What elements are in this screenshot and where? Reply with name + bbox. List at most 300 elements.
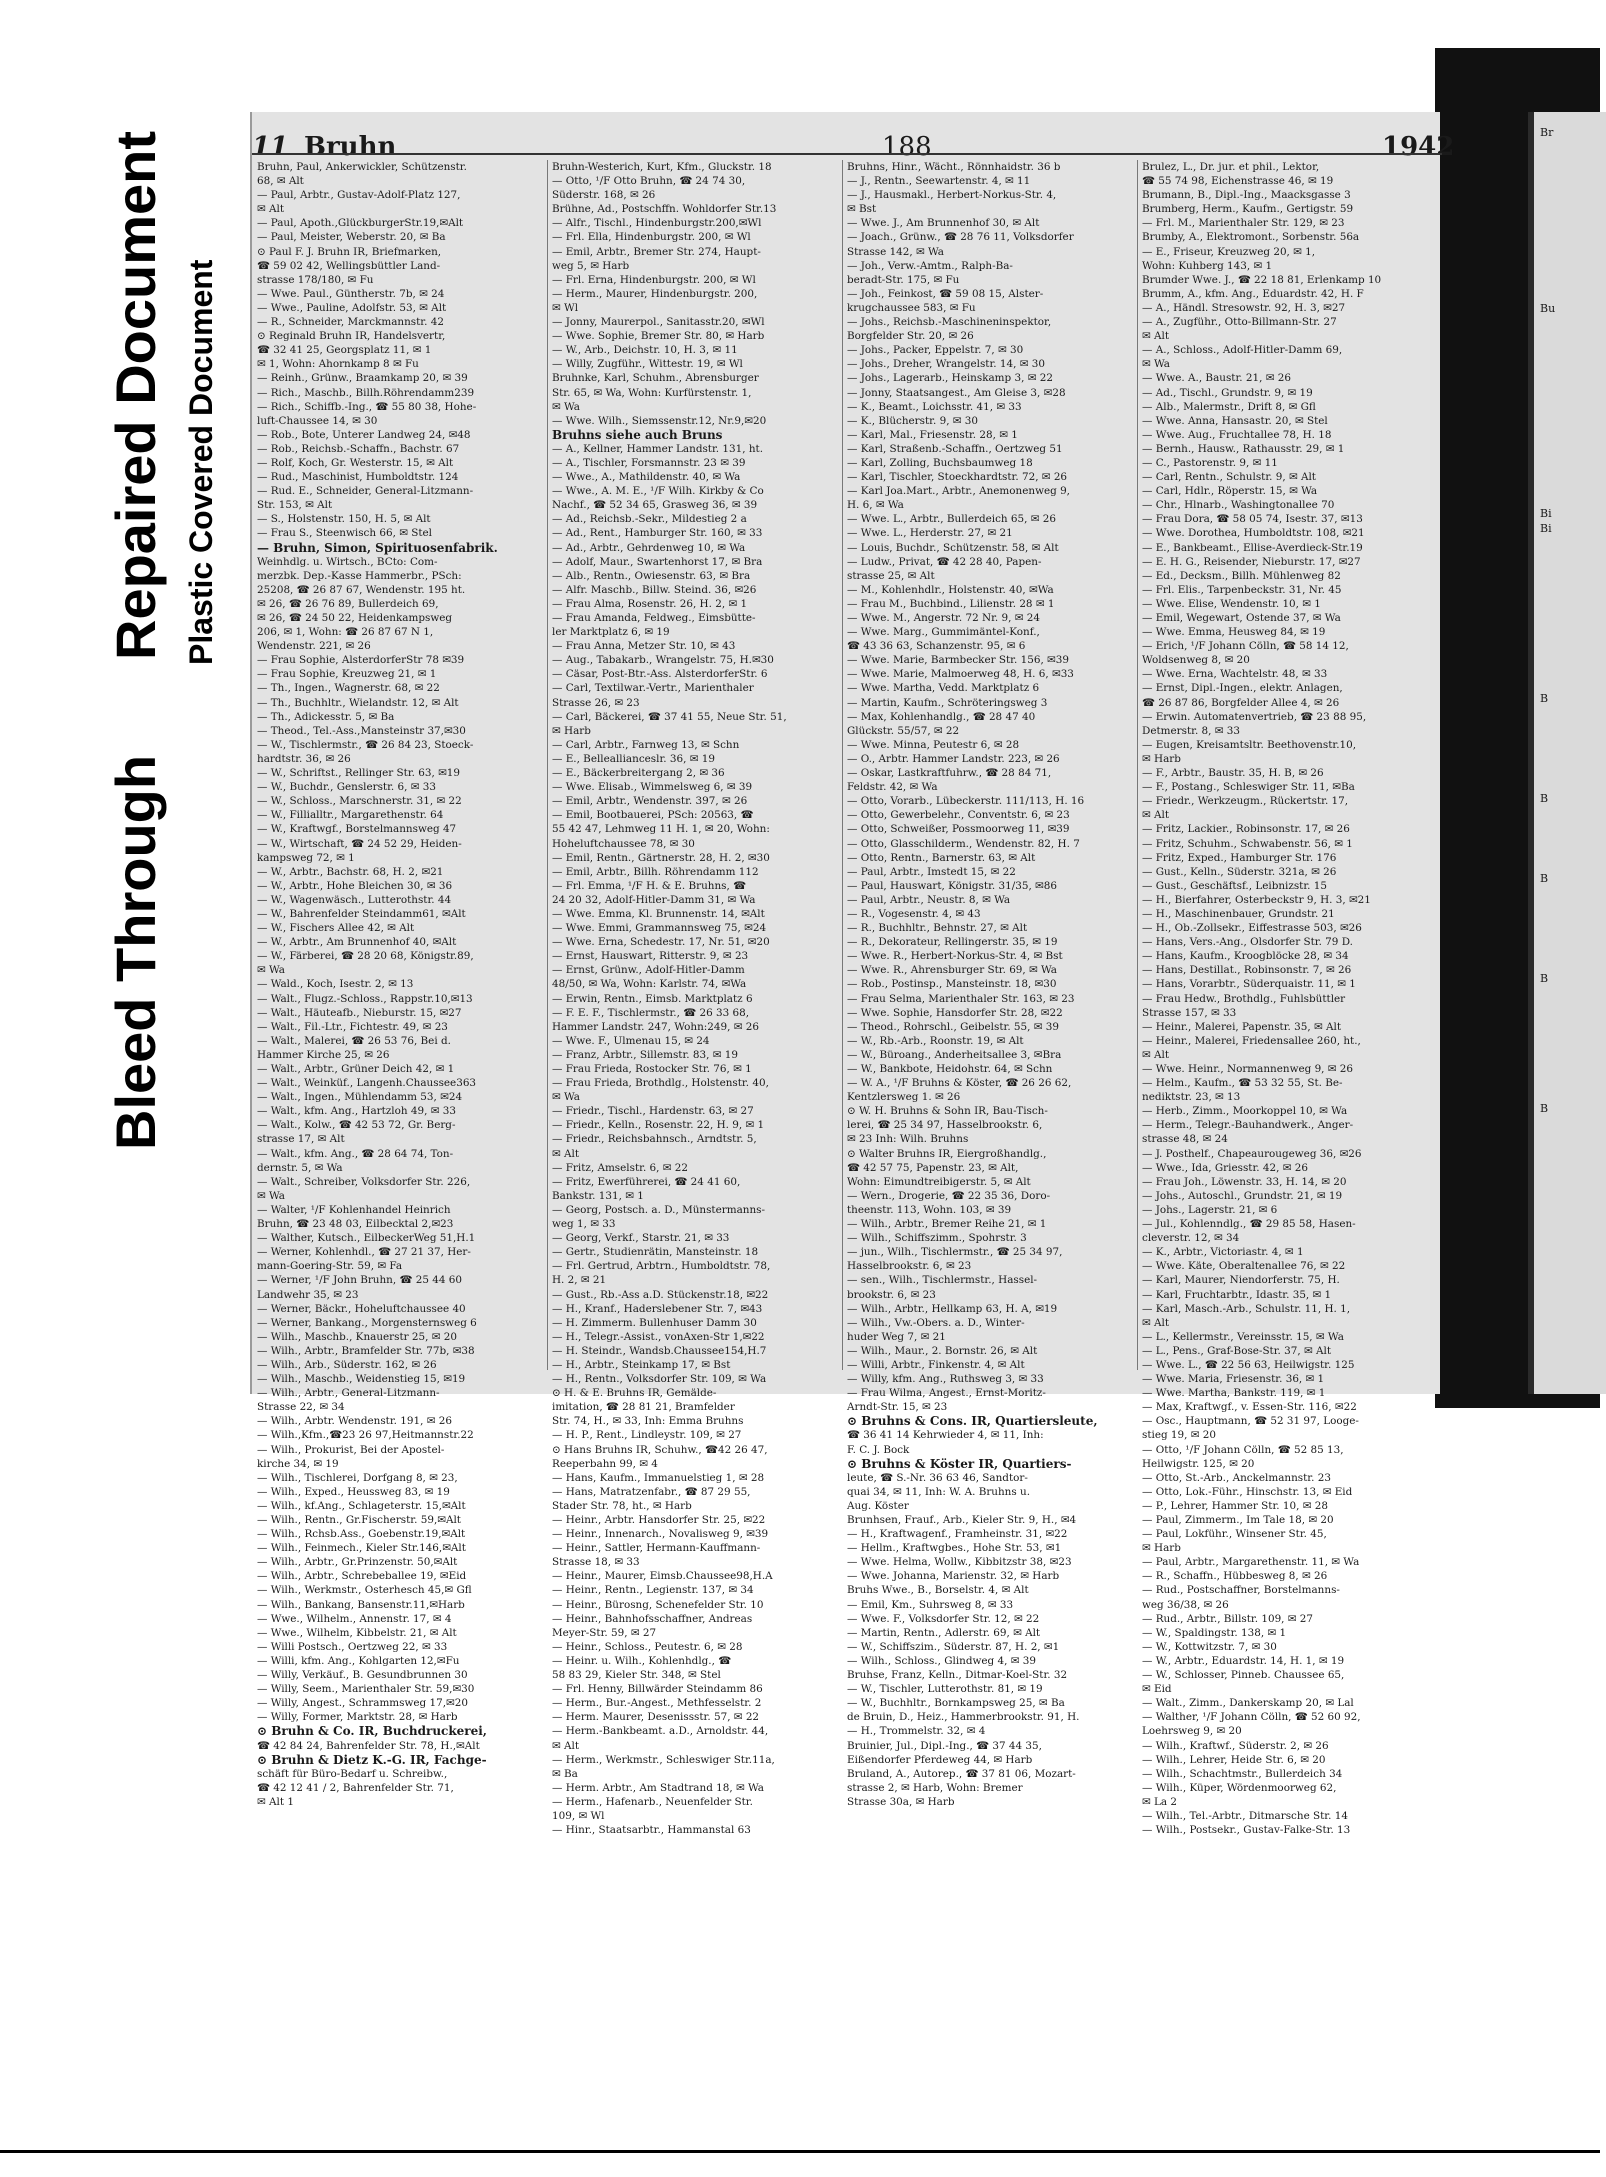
directory-entry: strasse 2, ✉ Harb, Wohn: Bremer [847, 1781, 1023, 1794]
directory-entry: imitation, ☎ 28 81 21, Bramfelder [552, 1401, 735, 1414]
directory-entry: — Max, Kohlenhandlg., ☎ 28 47 40 [847, 710, 1036, 723]
directory-entry: — W., Fillialltr., Margarethenstr. 64 [257, 809, 444, 822]
directory-entry: — H., Arbtr., Steinkamp 17, ✉ Bst [552, 1358, 731, 1371]
directory-entry: Strasse 18, ✉ 33 [552, 1556, 640, 1569]
directory-entry: — Ernst, Dipl.-Ingen., elektr. Anlagen, [1142, 682, 1343, 695]
directory-entry: — Willy, Former, Marktstr. 28, ✉ Harb [257, 1711, 458, 1724]
directory-entry: — Wwe. Paul., Güntherstr. 7b, ✉ 24 [257, 287, 445, 300]
directory-entry: 25208, ☎ 26 87 67, Wendenstr. 195 ht. [257, 583, 466, 596]
directory-entry: — Erwin. Automatenvertrieb, ☎ 23 88 95, [1142, 710, 1367, 723]
directory-entry: ☎ 42 84 24, Bahrenfelder Str. 78, H.,✉Alt [257, 1739, 480, 1752]
directory-entry: Eißendorfer Pferdeweg 44, ✉ Harb [847, 1753, 1033, 1766]
directory-entry: — W., Arbtr., Hohe Bleichen 30, ✉ 36 [257, 879, 453, 892]
edge-fragment: Bi [1540, 522, 1552, 535]
directory-entry: — Frau Hedw., Brothdlg., Fuhlsbüttler [1142, 992, 1346, 1005]
directory-entry: stieg 19, ✉ 20 [1142, 1429, 1216, 1442]
directory-entry: — Gust., Rb.-Ass a.D. Stückenstr.18, ✉22 [552, 1288, 769, 1301]
directory-entry: — Wilh., Maschb., Knauerstr 25, ✉ 20 [257, 1330, 457, 1343]
directory-entry: — Th., Adickesstr. 5, ✉ Ba [257, 710, 395, 723]
directory-entry: Hammer Landstr. 247, Wohn:249, ✉ 26 [552, 1020, 759, 1033]
directory-entry: — Frl. Erna, Hindenburgstr. 200, ✉ Wl [552, 273, 756, 286]
directory-entry: ⊙ Walter Bruhns IR, Eiergroßhandlg., [847, 1147, 1047, 1160]
directory-entry: — Joh., Feinkost, ☎ 59 08 15, Alster- [847, 287, 1044, 300]
directory-entry: Hammer Kirche 25, ✉ 26 [257, 1048, 390, 1061]
directory-entry: ✉ Alt [1142, 1048, 1170, 1061]
directory-entry: ⊙ W. H. Bruhns & Sohn IR, Bau-Tisch- [847, 1105, 1048, 1118]
directory-entry: Kentzlersweg 1. ✉ 26 [847, 1091, 961, 1104]
directory-entry: — Otto, Glasschilderm., Wendenstr. 82, H. 7 [847, 837, 1080, 850]
directory-entry: — Wilh., Arbtr., General-Litzmann- [257, 1387, 440, 1400]
edge-fragment: Br [1540, 126, 1554, 139]
directory-entry: — Frau Wilma, Angest., Ernst-Moritz- [847, 1387, 1046, 1400]
directory-entry: — Karl, Masch.-Arb., Schulstr. 11, H. 1, [1142, 1302, 1351, 1315]
directory-entry: — M., Kohlenhdlr., Holstenstr. 40, ✉Wa [847, 583, 1054, 596]
directory-entry: — Emil, Arbtr., Billh. Röhrendamm 112 [552, 865, 759, 878]
directory-entry: — Wwe., A. M. E., ¹/F Wilh. Kirkby & Co [552, 485, 764, 498]
directory-entry: kampsweg 72, ✉ 1 [257, 851, 355, 864]
directory-entry: kirche 34, ✉ 19 [257, 1457, 339, 1470]
directory-entry: — W., Kottwitzstr. 7, ✉ 30 [1142, 1640, 1277, 1653]
directory-entry: — Wwe. F., Volksdorfer Str. 12, ✉ 22 [847, 1612, 1040, 1625]
directory-entry: — Frau Frieda, Brothdlg., Holstenstr. 40, [552, 1077, 769, 1090]
directory-entry: — Emil, Arbtr., Wendenstr. 397, ✉ 26 [552, 795, 748, 808]
directory-entry: — Fritz, Schuhm., Schwabenstr. 56, ✉ 1 [1142, 837, 1353, 850]
directory-entry: strasse 25, ✉ Alt [847, 569, 935, 582]
directory-entry: — Frau Dora, ☎ 58 05 74, Isestr. 37, ✉13 [1142, 513, 1363, 526]
directory-entry: — Bernh., Hausw., Rathausstr. 29, ✉ 1 [1142, 442, 1345, 455]
directory-entry: — R., Vogesenstr. 4, ✉ 43 [847, 907, 981, 920]
directory-entry: Weinhdlg. u. Wirtsch., BCto: Com- [257, 555, 438, 568]
directory-entry: — Willy, Angest., Schrammsweg 17,✉20 [257, 1697, 468, 1710]
directory-entry: — Fritz, Ewerführerei, ☎ 24 41 60, [552, 1175, 741, 1188]
directory-entry: — W., Schriftst., Rellinger Str. 63, ✉19 [257, 767, 461, 780]
directory-entry: — A., Zugführ., Otto-Billmann-Str. 27 [1142, 316, 1337, 329]
directory-entry: — W., Bankbote, Heidohstr. 64, ✉ Schn [847, 1063, 1053, 1075]
directory-entry: Brulez, L., Dr. jur. et phil., Lektor, [1142, 161, 1320, 173]
directory-entry: — Werner, ¹/F John Bruhn, ☎ 25 44 60 [257, 1274, 463, 1287]
directory-entry: Wohn: Kuhberg 143, ✉ 1 [1142, 259, 1273, 272]
directory-entry: — Heinr., Maurer, Eimsb.Chaussee98,H.A [552, 1570, 773, 1583]
directory-entry: — Rob., Postinsp., Mansteinstr. 18, ✉30 [847, 978, 1057, 991]
directory-entry: — Frau S., Steenwisch 66, ✉ Stel [257, 527, 432, 540]
directory-entry: — Johs., Lagerstr. 21, ✉ 6 [1142, 1203, 1278, 1216]
directory-entry: ✉ Harb [552, 724, 591, 737]
directory-entry: Brühne, Ad., Postschffn. Wohldorfer Str.13 [552, 203, 777, 216]
directory-entry: — Wilh., Arbtr. Wendenstr. 191, ✉ 26 [257, 1415, 452, 1428]
directory-entry: — Walt., Schreiber, Volksdorfer Str. 226, [257, 1175, 471, 1188]
directory-entry: — O., Arbtr. Hammer Landstr. 223, ✉ 26 [847, 752, 1060, 765]
directory-entry: — Hans, Vers.-Ang., Olsdorfer Str. 79 D. [1142, 936, 1353, 949]
directory-entry: — Wwe. Erna, Schedestr. 17, Nr. 51, ✉20 [552, 936, 770, 949]
directory-entry: — W., Arbtr., Eduardstr. 14, H. 1, ✉ 19 [1142, 1654, 1345, 1667]
directory-entry: — Rob., Reichsb.-Schaffn., Bachstr. 67 [257, 442, 460, 455]
directory-entry: Meyer-Str. 59, ✉ 27 [552, 1626, 657, 1639]
directory-entry: — Karl, Maurer, Niendorferstr. 75, H. [1142, 1274, 1340, 1287]
directory-entry: — Martin, Rentn., Adlerstr. 69, ✉ Alt [847, 1626, 1041, 1639]
directory-entry: Strasse 142, ✉ Wa [847, 245, 944, 258]
directory-entry: — Heinr., Innenarch., Novalisweg 9, ✉39 [552, 1528, 769, 1541]
directory-entry: — W., Arb., Deichstr. 10, H. 3, ✉ 11 [552, 344, 738, 357]
directory-entry: — E., Bäckerbreitergang 2, ✉ 36 [552, 767, 725, 780]
directory-entry: Brumann, B., Dipl.-Ing., Maacksgasse 3 [1142, 189, 1351, 202]
directory-entry: — Heinr., Bürosng, Schenefelder Str. 10 [552, 1598, 764, 1611]
directory-entry: Hasselbrookstr. 6, ✉ 23 [847, 1260, 972, 1273]
directory-entry: — Otto, ¹/F Otto Bruhn, ☎ 24 74 30, [552, 175, 746, 188]
directory-entry: — Herm. Maurer, Desenissstr. 57, ✉ 22 [552, 1711, 760, 1724]
directory-entry: — Carl, Rentn., Schulstr. 9, ✉ Alt [1142, 471, 1316, 484]
directory-entry: — Frl. Henny, Billwärder Steindamm 86 [552, 1683, 763, 1696]
directory-entry: — Wwe. Erna, Wachtelstr. 48, ✉ 33 [1142, 668, 1328, 681]
directory-entry: krugchaussee 583, ✉ Fu [847, 301, 976, 314]
directory-entry: — R., Schaffn., Hübbesweg 8, ✉ 26 [1142, 1570, 1328, 1583]
directory-entry: — H. Steindr., Wandsb.Chaussee154,H.7 [552, 1344, 767, 1357]
adjacent-page-edge [1528, 112, 1606, 1394]
directory-entry: — P., Lehrer, Hammer Str. 10, ✉ 28 [1142, 1499, 1328, 1512]
page-header [252, 132, 1552, 160]
directory-entry: — W., Färberei, ☎ 28 20 68, Königstr.89, [257, 950, 474, 963]
edge-fragment: B [1540, 972, 1549, 985]
directory-entry: — Wilh., Schiffszimm., Spohrstr. 3 [847, 1232, 1027, 1245]
directory-entry: ✉ La 2 [1142, 1795, 1178, 1808]
directory-entry: — Walt., Flugz.-Schloss., Rappstr.10,✉13 [257, 992, 473, 1005]
directory-entry: — Wwe. L., ☎ 22 56 63, Heilwigstr. 125 [1142, 1358, 1355, 1371]
directory-entry: — Hinr., Staatsarbtr., Hammanstal 63 [552, 1824, 751, 1837]
directory-entry: — Walt., Zimm., Dankerskamp 20, ✉ Lal [1142, 1697, 1354, 1710]
directory-entry: — Walther, ¹/F Johann Cölln, ☎ 52 60 92, [1142, 1711, 1361, 1724]
directory-entry: — Erwin, Rentn., Eimsb. Marktplatz 6 [552, 992, 753, 1005]
directory-entry: — Wilh., Arbtr., Bremer Reihe 21, ✉ 1 [847, 1218, 1047, 1231]
directory-entry: theenstr. 113, Wohn. 103, ✉ 39 [847, 1203, 1012, 1216]
directory-entry: — H. Zimmerm. Bullenhuser Damm 30 [552, 1316, 757, 1329]
directory-entry: — Karl, Zolling, Buchsbaumweg 18 [847, 456, 1033, 469]
directory-entry: weg 36/38, ✉ 26 [1142, 1598, 1229, 1611]
directory-entry: — H., Kranf., Haderslebener Str. 7, ✉43 [552, 1302, 763, 1315]
directory-entry: — Heinr. u. Wilh., Kohlenhdlg., ☎ [552, 1654, 732, 1667]
directory-entry: — Ernst, Hauswart, Ritterstr. 9, ✉ 23 [552, 950, 749, 963]
directory-entry: — A., Händl. Stresowstr. 92, H. 3, ✉27 [1142, 301, 1346, 314]
directory-entry: — Wilh., Rentn., Gr.Fischerstr. 59,✉Alt [257, 1514, 461, 1526]
directory-entry: — Frl. Emma, ¹/F H. & E. Bruhns, ☎ [552, 879, 747, 892]
directory-entry: — Werner, Kohlenhdl., ☎ 27 21 37, Her- [257, 1246, 471, 1259]
directory-entry: — Th., Ingen., Wagnerstr. 68, ✉ 22 [257, 682, 440, 695]
edge-fragment: B [1540, 792, 1549, 805]
directory-entry: — Walt., Häuteafb., Nieburstr. 15, ✉27 [257, 1006, 462, 1019]
directory-entry: — Wilh., Arbtr., Schrebeballee 19, ✉Eid [257, 1570, 467, 1583]
directory-entry: — Wwe. Sophie, Hansdorfer Str. 28, ✉22 [847, 1006, 1063, 1019]
directory-entry: — Friedr., Tischl., Hardenstr. 63, ✉ 27 [552, 1105, 754, 1118]
directory-entry: ✉ Alt [1142, 330, 1170, 343]
directory-entry: luft-Chaussee 14, ✉ 30 [257, 414, 378, 427]
directory-entry: Stader Str. 78, ht., ✉ Harb [552, 1499, 692, 1512]
directory-entry: ✉ 26, ☎ 26 76 89, Bullerdeich 69, [257, 597, 439, 610]
directory-entry: 55 42 47, Lehmweg 11 H. 1, ✉ 20, Wohn: [552, 823, 770, 836]
directory-entry: — Emil, Arbtr., Bremer Str. 274, Haupt- [552, 245, 761, 258]
directory-entry: — Ludw., Privat, ☎ 42 28 40, Papen- [847, 555, 1042, 568]
directory-entry: — Werner, Bäckr., Hoheluftchaussee 40 [257, 1302, 466, 1315]
directory-entry: — Hans, Vorarbtr., Süderquaistr. 11, ✉ 1 [1142, 978, 1356, 991]
header-page-number: 188 [882, 132, 932, 162]
directory-entry: — J., Hausmakl., Herbert-Norkus-Str. 4, [847, 189, 1057, 202]
directory-entry: — Reinh., Grünw., Braamkamp 20, ✉ 39 [257, 372, 468, 385]
directory-entry: ⊙ Bruhns & Köster IR, Quartiers- [847, 1456, 1072, 1471]
directory-entry: Bruhnke, Karl, Schuhm., Abrensburger [552, 372, 759, 385]
directory-entry: — Herm.-Bankbeamt. a.D., Arnoldstr. 44, [552, 1725, 769, 1738]
directory-entry: — Wilh., Werkmstr., Osterhesch 45,✉ Gfl [257, 1584, 472, 1597]
directory-entry: Strasse 22, ✉ 34 [257, 1401, 345, 1414]
directory-entry: — Carl, Hdlr., Röperstr. 15, ✉ Wa [1142, 485, 1318, 498]
directory-entry: ☎ 42 57 75, Papenstr. 23, ✉ Alt, [847, 1161, 1019, 1174]
directory-entry: — Wilh., Lehrer, Heide Str. 6, ✉ 20 [1142, 1753, 1326, 1766]
directory-entry: — Willy, Zugführ., Wittestr. 19, ✉ Wl [552, 358, 743, 371]
directory-entry: ☎ 32 41 25, Georgsplatz 11, ✉ 1 [257, 344, 432, 357]
directory-entry: — Paul, Zimmerm., Im Tale 18, ✉ 20 [1142, 1514, 1334, 1526]
directory-entry: — Willi Postsch., Oertzweg 22, ✉ 33 [257, 1640, 448, 1653]
directory-entry: — Wilh., Küper, Wördenmoorweg 62, [1142, 1781, 1337, 1794]
directory-entry: — Walt., Kolw., ☎ 42 53 72, Gr. Berg- [257, 1119, 456, 1132]
directory-entry: 58 83 29, Kieler Str. 348, ✉ Stel [552, 1669, 721, 1682]
directory-entry: Aug. Köster [847, 1499, 909, 1512]
directory-entry: ⊙ Bruhns & Cons. IR, Quartiersleute, [847, 1414, 1098, 1429]
directory-entry: — Herm., Hafenarb., Neuenfelder Str. [552, 1795, 753, 1808]
directory-entry: — A., Schloss., Adolf-Hitler-Damm 69, [1142, 344, 1343, 357]
directory-entry: — Hans, Destillat., Robinsonstr. 7, ✉ 26 [1142, 964, 1352, 977]
directory-entry: — Wwe. Marg., Gummimäntel-Konf., [847, 626, 1040, 639]
directory-entry: — Karl, Tischler, Stoeckhardtstr. 72, ✉ 26 [847, 471, 1068, 484]
directory-entry: — Emil, Bootbauerei, PSch: 20563, ☎ [552, 809, 754, 822]
header-rule [252, 153, 1442, 155]
directory-entry: — Wilh., Vw.-Obers. a. D., Winter- [847, 1316, 1025, 1329]
directory-entry: — Ad., Tischl., Grundstr. 9, ✉ 19 [1142, 386, 1313, 399]
directory-entry: ☎ 43 36 63, Schanzenstr. 95, ✉ 6 [847, 640, 1026, 653]
directory-entry: — Rud., Arbtr., Billstr. 109, ✉ 27 [1142, 1612, 1314, 1625]
directory-entry: — W., Buchhltr., Bornkampsweg 25, ✉ Ba [847, 1697, 1065, 1710]
directory-entry: — K., Beamt., Loichsstr. 41, ✉ 33 [847, 400, 1022, 413]
directory-entry: — Ed., Decksm., Billh. Mühlenweg 82 [1142, 569, 1341, 582]
directory-entry: — Otto, Lok.-Führ., Hinschstr. 13, ✉ Eid [1142, 1485, 1353, 1498]
directory-entry: — Wwe. J., Am Brunnenhof 30, ✉ Alt [847, 217, 1040, 230]
directory-entry: — Walt., Malerei, ☎ 26 53 76, Bei d. [257, 1034, 451, 1047]
directory-entry: — Frau Sophie, Kreuzweg 21, ✉ 1 [257, 668, 437, 681]
directory-entry: — Wwe. Johanna, Marienstr. 32, ✉ Harb [847, 1570, 1060, 1583]
directory-entry: — H., Kraftwagenf., Framheinstr. 31, ✉22 [847, 1528, 1068, 1541]
directory-entry: ☎ 59 02 42, Wellingsbüttler Land- [257, 259, 441, 272]
directory-entry: strasse 48, ✉ 24 [1142, 1133, 1228, 1146]
directory-entry: — L., Pens., Graf-Bose-Str. 37, ✉ Alt [1142, 1344, 1332, 1357]
directory-entry: — Herb., Zimm., Moorkoppel 10, ✉ Wa [1142, 1105, 1348, 1118]
directory-entry: — Paul, Arbtr., Imstedt 15, ✉ 22 [847, 865, 1016, 878]
directory-entry: Reeperbahn 99, ✉ 4 [552, 1457, 658, 1470]
directory-entry: — Herm., Werkmstr., Schleswiger Str.11a, [552, 1753, 775, 1766]
directory-entry: — Alfr. Maschb., Billw. Steind. 36, ✉26 [552, 583, 757, 596]
directory-entry: — Wwe. Wilh., Siemssenstr.12, Nr.9,✉20 [552, 414, 767, 427]
directory-entry: — Wilh., Tel.-Arbtr., Ditmarsche Str. 14 [1142, 1809, 1348, 1822]
directory-entry: — Wwe. Aug., Fruchtallee 78, H. 18 [1142, 428, 1332, 441]
directory-entry: — Wilh., kf.Ang., Schlageterstr. 15,✉Alt [257, 1499, 466, 1512]
directory-entry: — Emil, Km., Suhrsweg 8, ✉ 33 [847, 1598, 1014, 1611]
directory-entry: — Heinr., Bahnhofsschaffner, Andreas [552, 1612, 753, 1625]
directory-entry: — E. H. G., Reisender, Nieburstr. 17, ✉27 [1142, 555, 1361, 568]
directory-entry: — Heinr., Sattler, Hermann-Kauffmann- [552, 1542, 761, 1555]
directory-entry: Hoheluftchaussee 78, ✉ 30 [552, 837, 695, 850]
directory-entry: ☎ 26 87 86, Borgfelder Allee 4, ✉ 26 [1142, 696, 1340, 709]
directory-entry: — Otto, Gewerbelehr., Conventstr. 6, ✉ 23 [847, 809, 1070, 822]
directory-entry: Nachf., ☎ 52 34 65, Grasweg 36, ✉ 39 [552, 499, 758, 512]
directory-entry: — Theod., Tel.-Ass.,Mansteinstr 37,✉30 [257, 724, 466, 737]
directory-entry: — Aug., Tabakarb., Wrangelstr. 75, H.✉30 [552, 654, 774, 667]
directory-entry: — H., Rentn., Volksdorfer Str. 109, ✉ Wa [552, 1373, 767, 1386]
directory-entry: — Adolf, Maur., Swartenhorst 17, ✉ Bra [552, 555, 763, 568]
directory-entry: Brumberg, Herm., Kaufm., Gertigstr. 59 [1142, 203, 1354, 216]
directory-entry: H. 6, ✉ Wa [847, 499, 904, 512]
directory-entry: — Ad., Arbtr., Gehrdenweg 10, ✉ Wa [552, 541, 746, 554]
directory-entry: — W. A., ¹/F Bruhns & Köster, ☎ 26 26 62, [847, 1077, 1072, 1090]
directory-entry: — Wern., Drogerie, ☎ 22 35 36, Doro- [847, 1189, 1051, 1202]
directory-entry: ✉ 26, ☎ 24 50 22, Heidenkampsweg [257, 612, 453, 624]
directory-entry: — J. Posthelf., Chapeaurougeweg 36, ✉26 [1142, 1147, 1362, 1160]
directory-entry: — Franz, Arbtr., Sillemstr. 83, ✉ 19 [552, 1048, 738, 1061]
directory-entry: — Helm., Kaufm., ☎ 53 32 55, St. Be- [1142, 1077, 1343, 1090]
directory-entry: — K., Blücherstr. 9, ✉ 30 [847, 414, 979, 427]
directory-entry: — Johs., Autoschl., Grundstr. 21, ✉ 19 [1142, 1189, 1343, 1202]
directory-entry: Landwehr 35, ✉ 23 [257, 1288, 359, 1301]
directory-entry: — Ad., Reichsb.-Sekr., Mildestieg 2 a [552, 513, 747, 526]
directory-entry: — Rud., Maschinist, Humboldtstr. 124 [257, 471, 459, 484]
column-3 [847, 160, 1132, 1808]
directory-entry: — Frau Frieda, Rostocker Str. 76, ✉ 1 [552, 1063, 752, 1075]
edge-fragment: B [1540, 692, 1549, 705]
directory-entry: — Emil, Wegewart, Ostende 37, ✉ Wa [1142, 612, 1341, 624]
directory-entry: ✉ Alt [257, 203, 285, 216]
column-divider [1137, 160, 1138, 1370]
directory-entry: — Wwe. Marie, Barmbecker Str. 156, ✉39 [847, 654, 1069, 667]
directory-entry: — W., Arbtr., Am Brunnenhof 40, ✉Alt [257, 936, 457, 949]
directory-entry: — Fritz, Lackier., Robinsonstr. 17, ✉ 26 [1142, 823, 1350, 836]
directory-entry: Brunhsen, Frauf., Arb., Kieler Str. 9, H., ✉4 [847, 1514, 1077, 1526]
directory-entry: Heilwigstr. 125, ✉ 20 [1142, 1457, 1255, 1470]
directory-entry: — H., Trommelstr. 32, ✉ 4 [847, 1725, 986, 1738]
directory-entry: ⊙ Bruhn & Co. IR, Buchdruckerei, [257, 1724, 487, 1739]
directory-entry: — jun., Wilh., Tischlermstr., ☎ 25 34 97, [847, 1246, 1063, 1259]
directory-entry: Strasse 30a, ✉ Harb [847, 1795, 955, 1808]
directory-entry: — Wwe. Sophie, Bremer Str. 80, ✉ Harb [552, 330, 765, 343]
directory-entry: — E., Bankbeamt., Ellise-Averdieck-Str.19 [1142, 541, 1363, 554]
directory-entry: — Otto, St.-Arb., Anckelmannstr. 23 [1142, 1471, 1331, 1484]
directory-entry: — W., Arbtr., Bachstr. 68, H. 2, ✉21 [257, 865, 444, 878]
directory-entry: — W., Rb.-Arb., Roonstr. 19, ✉ Alt [847, 1034, 1024, 1047]
directory-page [250, 112, 1455, 1837]
directory-entry: ✉ Alt [552, 1739, 580, 1752]
directory-entry: — Louis, Buchdr., Schützenstr. 58, ✉ Alt [847, 541, 1059, 554]
column-1 [257, 160, 542, 1808]
directory-entry: — Wwe. Emma, Heusweg 84, ✉ 19 [1142, 626, 1326, 639]
directory-entry: — H., Bierfahrer, Osterbeckstr 9, H. 3, ✉21 [1142, 893, 1371, 906]
directory-entry: 68, ✉ Alt [257, 175, 304, 188]
directory-entry: — Frau Selma, Marienthaler Str. 163, ✉ 23 [847, 992, 1075, 1005]
directory-entry: — Wwe. Elisab., Wimmelsweg 6, ✉ 39 [552, 781, 753, 794]
directory-entry: — Ernst, Grünw., Adolf-Hitler-Damm [552, 964, 745, 977]
directory-entry: — Wwe., A., Mathildenstr. 40, ✉ Wa [552, 471, 741, 484]
directory-entry: leute, ☎ S.-Nr. 36 63 46, Sandtor- [847, 1471, 1028, 1484]
directory-entry: — Georg, Verkf., Starstr. 21, ✉ 33 [552, 1232, 730, 1245]
directory-entry: — Rud., Postschaffner, Borstelmanns- [1142, 1584, 1340, 1597]
directory-entry: — Walt., Fil.-Ltr., Fichtestr. 49, ✉ 23 [257, 1020, 448, 1033]
directory-entry: — sen., Wilh., Tischlermstr., Hassel- [847, 1274, 1038, 1287]
directory-entry: — Wwe., Wilhelm, Kibbelstr. 21, ✉ Alt [257, 1626, 457, 1639]
directory-entry: — Wwe. A., Baustr. 21, ✉ 26 [1142, 372, 1291, 385]
directory-entry: — Johs., Dreher, Wrangelstr. 14, ✉ 30 [847, 358, 1045, 371]
directory-entry: — Wwe. Martha, Vedd. Marktplatz 6 [847, 682, 1040, 695]
directory-entry: — R., Buchhltr., Behnstr. 27, ✉ Alt [847, 922, 1028, 935]
directory-entry: ✉ Wl [552, 301, 579, 314]
directory-entry: — Wwe. Emmi, Grammannsweg 75, ✉24 [552, 922, 767, 935]
directory-entry: — Otto, ¹/F Johann Cölln, ☎ 52 85 13, [1142, 1443, 1344, 1456]
directory-entry: — E., Friseur, Kreuzweg 20, ✉ 1, [1142, 245, 1316, 258]
directory-entry: ✉ Alt [552, 1147, 580, 1160]
directory-entry: ✉ Ba [552, 1767, 578, 1780]
directory-entry: — Jonny, Maurerpol., Sanitasstr.20, ✉Wl [552, 316, 765, 329]
directory-entry: — Hans, Kaufm., Kroogblöcke 28, ✉ 34 [1142, 950, 1349, 963]
directory-entry: nediktstr. 23, ✉ 13 [1142, 1091, 1241, 1104]
directory-entry: — Wwe. F., Ulmenau 15, ✉ 24 [552, 1034, 710, 1047]
directory-entry: — Gertr., Studienrätin, Mansteinstr. 18 [552, 1246, 759, 1259]
directory-entry: Str. 65, ✉ Wa, Wohn: Kurfürstenstr. 1, [552, 386, 752, 399]
directory-entry: — Frl. Elis., Tarpenbeckstr. 31, Nr. 45 [1142, 583, 1342, 596]
directory-entry: ✉ Wa [257, 1189, 285, 1202]
directory-entry: — Wwe., Wilhelm., Annenstr. 17, ✉ 4 [257, 1612, 452, 1625]
directory-entry: — Walther, Kutsch., EilbeckerWeg 51,H.1 [257, 1232, 476, 1245]
directory-entry: ✉ Bst [847, 203, 877, 216]
directory-entry: ✉ Wa [257, 964, 285, 977]
directory-entry: ✉ Alt [1142, 809, 1170, 822]
directory-entry: — Johs., Packer, Eppelstr. 7, ✉ 30 [847, 344, 1024, 357]
directory-entry: — Herm., Maurer, Hindenburgstr. 200, [552, 287, 758, 300]
directory-entry: — Alfr., Tischl., Hindenburgstr.200,✉Wl [552, 217, 762, 230]
directory-entry: ✉ Harb [1142, 1542, 1181, 1555]
label-repaired-document: Repaired Document [104, 131, 167, 660]
directory-entry: ✉ 23 Inh: Wilh. Bruhns [847, 1133, 969, 1146]
directory-entry: — Fritz, Amselstr. 6, ✉ 22 [552, 1161, 688, 1174]
directory-entry: — Heinr., Rentn., Legienstr. 137, ✉ 34 [552, 1584, 754, 1597]
directory-entry: — Chr., Hlnarb., Washingtonallee 70 [1142, 499, 1335, 512]
directory-entry: — Paul, Arbtr., Margarethenstr. 11, ✉ Wa [1142, 1556, 1360, 1569]
directory-entry: ✉ Alt [1142, 1316, 1170, 1329]
directory-entry: mann-Goering-Str. 59, ✉ Fa [257, 1260, 403, 1273]
directory-entry: H. 2, ✉ 21 [552, 1274, 607, 1287]
directory-entry: — Wilh., Arbtr., Hellkamp 63, H. A, ✉19 [847, 1302, 1058, 1315]
directory-entry: ☎ 42 12 41 / 2, Bahrenfelder Str. 71, [257, 1781, 454, 1794]
directory-entry: — Paul, Lokführ., Winsener Str. 45, [1142, 1528, 1327, 1541]
directory-entry: — Joach., Grünw., ☎ 28 76 11, Volksdorfer [847, 231, 1074, 244]
directory-entry: — Paul, Hauswart, Königstr. 31/35, ✉86 [847, 879, 1057, 892]
directory-entry: Brumder Wwe. J., ☎ 22 18 81, Erlenkamp 10 [1142, 273, 1382, 286]
header-year: 1942 [1382, 132, 1455, 162]
directory-entry: — Wilh.,Kfm.,☎23 26 97,Heitmannstr.22 [257, 1429, 474, 1442]
directory-entry: ✉ Wa [552, 400, 580, 413]
directory-entry: — Willy, kfm. Ang., Ruthsweg 3, ✉ 33 [847, 1373, 1044, 1386]
directory-entry: — Carl, Arbtr., Farnweg 13, ✉ Schn [552, 738, 740, 751]
directory-entry: — W., Büroang., Anderheitsallee 3, ✉Bra [847, 1048, 1062, 1061]
directory-entry: weg 1, ✉ 33 [552, 1218, 616, 1231]
directory-entry: — Frau Anna, Metzer Str. 10, ✉ 43 [552, 640, 736, 653]
directory-entry: — Wwe. Martha, Bankstr. 119, ✉ 1 [1142, 1387, 1326, 1400]
directory-entry: Brumby, A., Elektromont., Sorbenstr. 56a [1142, 231, 1360, 244]
directory-entry: — Karl, Mal., Friesenstr. 28, ✉ 1 [847, 428, 1018, 441]
directory-entry: — Herm., Telegr.-Bauhandwerk., Anger- [1142, 1119, 1354, 1132]
directory-entry: — Wwe. L., Herderstr. 27, ✉ 21 [847, 527, 1013, 540]
directory-entry: — Erich, ¹/F Johann Cölln, ☎ 58 14 12, [1142, 640, 1349, 653]
directory-entry: — Johs., Lagerarb., Heinskamp 3, ✉ 22 [847, 372, 1053, 385]
directory-entry: ✉ Harb [1142, 752, 1181, 765]
